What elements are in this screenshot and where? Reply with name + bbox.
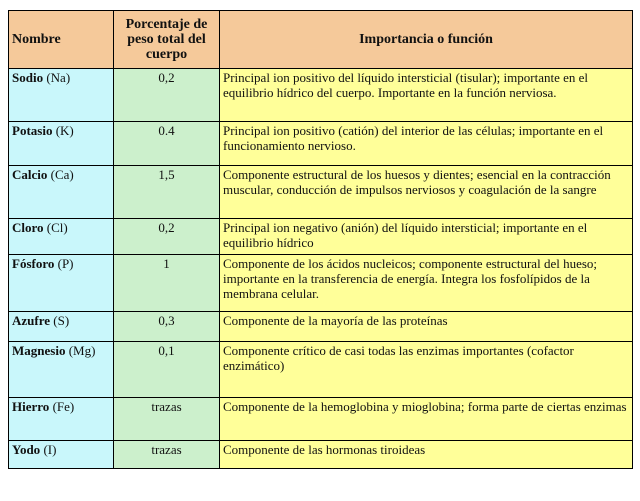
element-percent: 0,3 [114,312,220,342]
element-name: Potasio [12,123,53,138]
element-importance: Componente crítico de casi todas las enzimas importantes (cofactor enzimático) [220,342,633,398]
element-percent: 0.4 [114,122,220,166]
element-importance: Componente de la hemoglobina y mioglobina; forma parte de ciertas enzimas [220,398,633,441]
element-name-cell [9,255,114,312]
element-importance: Principal ion positivo (catión) del interior de las células; importante en el funcionamiento nervioso. [220,122,633,166]
element-symbol: (S) [53,313,70,328]
header-importance: Importancia o función [220,11,633,69]
element-name-cell [9,441,114,469]
table-row [9,219,633,255]
element-name: Hierro [12,399,50,414]
element-name-cell [9,166,114,219]
element-symbol: (Cl) [46,220,68,235]
element-percent: trazas [114,441,220,469]
element-importance: Principal ion positivo del líquido intersticial (tisular); importante en el equilibrio hídrico del cuerpo. Importante en la función nerviosa. [220,69,633,122]
element-name: Yodo [12,442,41,457]
element-name: Azufre [12,313,51,328]
element-name-cell [9,122,114,166]
element-name-cell [9,342,114,398]
element-percent: 1 [114,255,220,312]
element-name-cell [9,398,114,441]
table-row [9,441,633,469]
element-percent: 0,2 [114,219,220,255]
element-percent: 1,5 [114,166,220,219]
table-row [9,122,633,166]
element-name-cell [9,219,114,255]
element-importance: Componente estructural de los huesos y dientes; esencial en la contracción muscular, conducción de impulsos nerviosos y coagulación de la sangre [220,166,633,219]
element-importance: Componente de la mayoría de las proteínas [220,312,633,342]
element-symbol: (K) [55,123,74,138]
table-row [9,398,633,441]
body-elements-table [8,10,633,469]
table-row [9,255,633,312]
element-name: Calcio [12,167,48,182]
table-row [9,342,633,398]
element-symbol: (Mg) [68,343,96,358]
header-percent: Porcentaje de peso total del cuerpo [114,11,220,69]
element-name: Fósforo [12,256,55,271]
table-row [9,312,633,342]
header-row [9,11,633,69]
element-importance: Componente de los ácidos nucleicos; componente estructural del hueso; importante en la transferencia de energía. Integra los fosfolípidos de la membrana celular. [220,255,633,312]
table-row [9,166,633,219]
element-symbol: (P) [57,256,74,271]
element-importance: Principal ion negativo (anión) del líquido intersticial; importante en el equilibrio hídrico [220,219,633,255]
element-name-cell [9,69,114,122]
element-symbol: (I) [43,442,57,457]
table-row [9,69,633,122]
element-name: Sodio [12,70,44,85]
element-symbol: (Na) [46,70,71,85]
element-name: Magnesio [12,343,66,358]
element-percent: 0,1 [114,342,220,398]
header-name: Nombre [9,11,114,69]
element-name-cell [9,312,114,342]
element-name: Cloro [12,220,44,235]
element-percent: trazas [114,398,220,441]
elements-table-container [8,10,633,469]
element-percent: 0,2 [114,69,220,122]
element-importance: Componente de las hormonas tiroideas [220,441,633,469]
element-symbol: (Fe) [52,399,75,414]
element-symbol: (Ca) [50,167,74,182]
